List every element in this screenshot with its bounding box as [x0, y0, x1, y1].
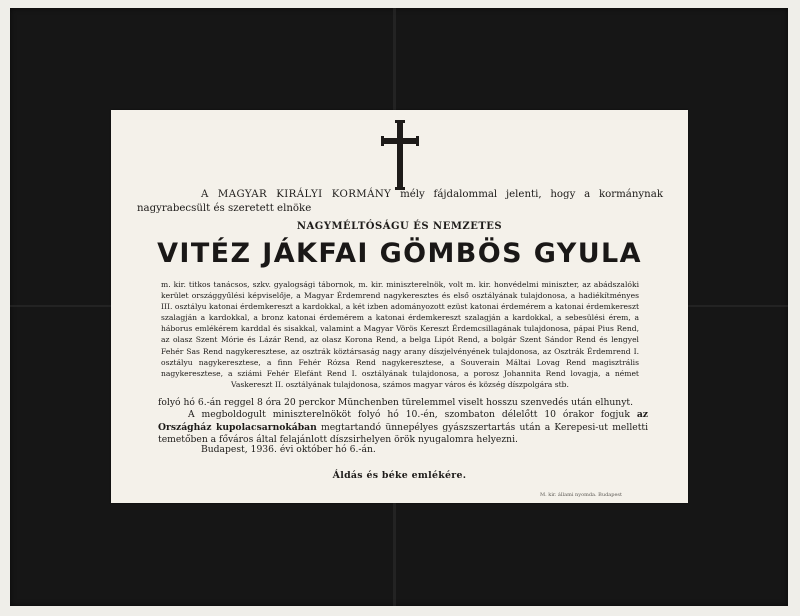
- printer-imprint: M. kir. állami nyomda. Budapest: [539, 492, 622, 498]
- opening-paragraph: [137, 188, 663, 216]
- date-line: Budapest, 1936. évi október hó 6.-án.: [201, 444, 376, 455]
- deceased-name: VITÉZ JÁKFAI GÖMBÖS GYULA: [157, 238, 642, 269]
- government-caps: A MAGYAR KIRÁLYI KORMÁNY: [201, 189, 392, 200]
- death-line: folyó hó 6.-án reggel 8 óra 20 perckor Münchenben türelemmel viselt hosszu szenvedés után elhunyt.: [158, 397, 634, 408]
- obituary-card: [111, 110, 688, 503]
- titles-paragraph: m. kir. titkos tanácsos, szkv. gyalogsági tábornok, m. kir. miniszterelnök, volt m. kir. honvédelmi miniszter, az abádszalóki kerület országgyűlési képviselője, a Magyar Érdemrend nagykeresztes és első osztályának tulajdonosa, a hadiékítményes III. osztályu katonai érdemkereszt a kardokkal, a két izben adományozott ezüst katonai érdemérem a katonai érdemkereszt szalagján a kardokkal, a bronz katonai érdemérem a katonai érdemkereszt szalagján a kardokkal, a sebesülési érem, a háborus emlékérem karddal és sisakkal, valamint a Magyar Vörös Kereszt Érdemcsillagának tulajdonosa, pápai Pius Rend, az olasz Szent Mórie és Lázár Rend, az olasz Korona Rend, a belga Lipót Rend, a bolgár Szent Sándor Rend és lengyel Fehér Sas Rend nagykeresztese, az osztrák köztársaság nagy arany díszjelvényének tulajdonosa, az Osztrák Érdemrend I. osztályu nagykeresztese, a finn Fehér Rózsa Rend nagykeresztese, a Souverain Máltai Lovag Rend magisztrális nagykeresztese, a sziámi Fehér Elefánt Rend I. osztályának tulajdonosa, a porosz Johannita Rend lovagja, a német Vaskereszt II. osztályának tulajdonosa, számos magyar város és község díszpolgára stb.: [161, 280, 639, 389]
- funeral-location: az Országház kupolacsarnokában: [158, 409, 649, 433]
- opening-text: mély fájdalommal jelenti, hogy a kormánynak nagyrabecsült és szeretett elnöke: [137, 189, 663, 214]
- honorific: NAGYMÉLTÓSÁGU ÉS NEMZETES: [296, 221, 503, 232]
- blessing-line: Áldás és béke emlékére.: [332, 470, 467, 481]
- funeral-paragraph: [158, 409, 648, 447]
- funeral-text-1: A megboldogult miniszterelnököt folyó hó 10.-én, szombaton délelőtt 10 órakor fogjuk: [188, 409, 630, 420]
- cross-icon: [381, 120, 419, 190]
- funeral-text-2: megtartandó ünnepélyes gyászszertartás után a Kerepesi-ut melletti temetőben a főváros által felajánlott díszsirhelyen örök nyugalomra helyezni.: [158, 421, 649, 446]
